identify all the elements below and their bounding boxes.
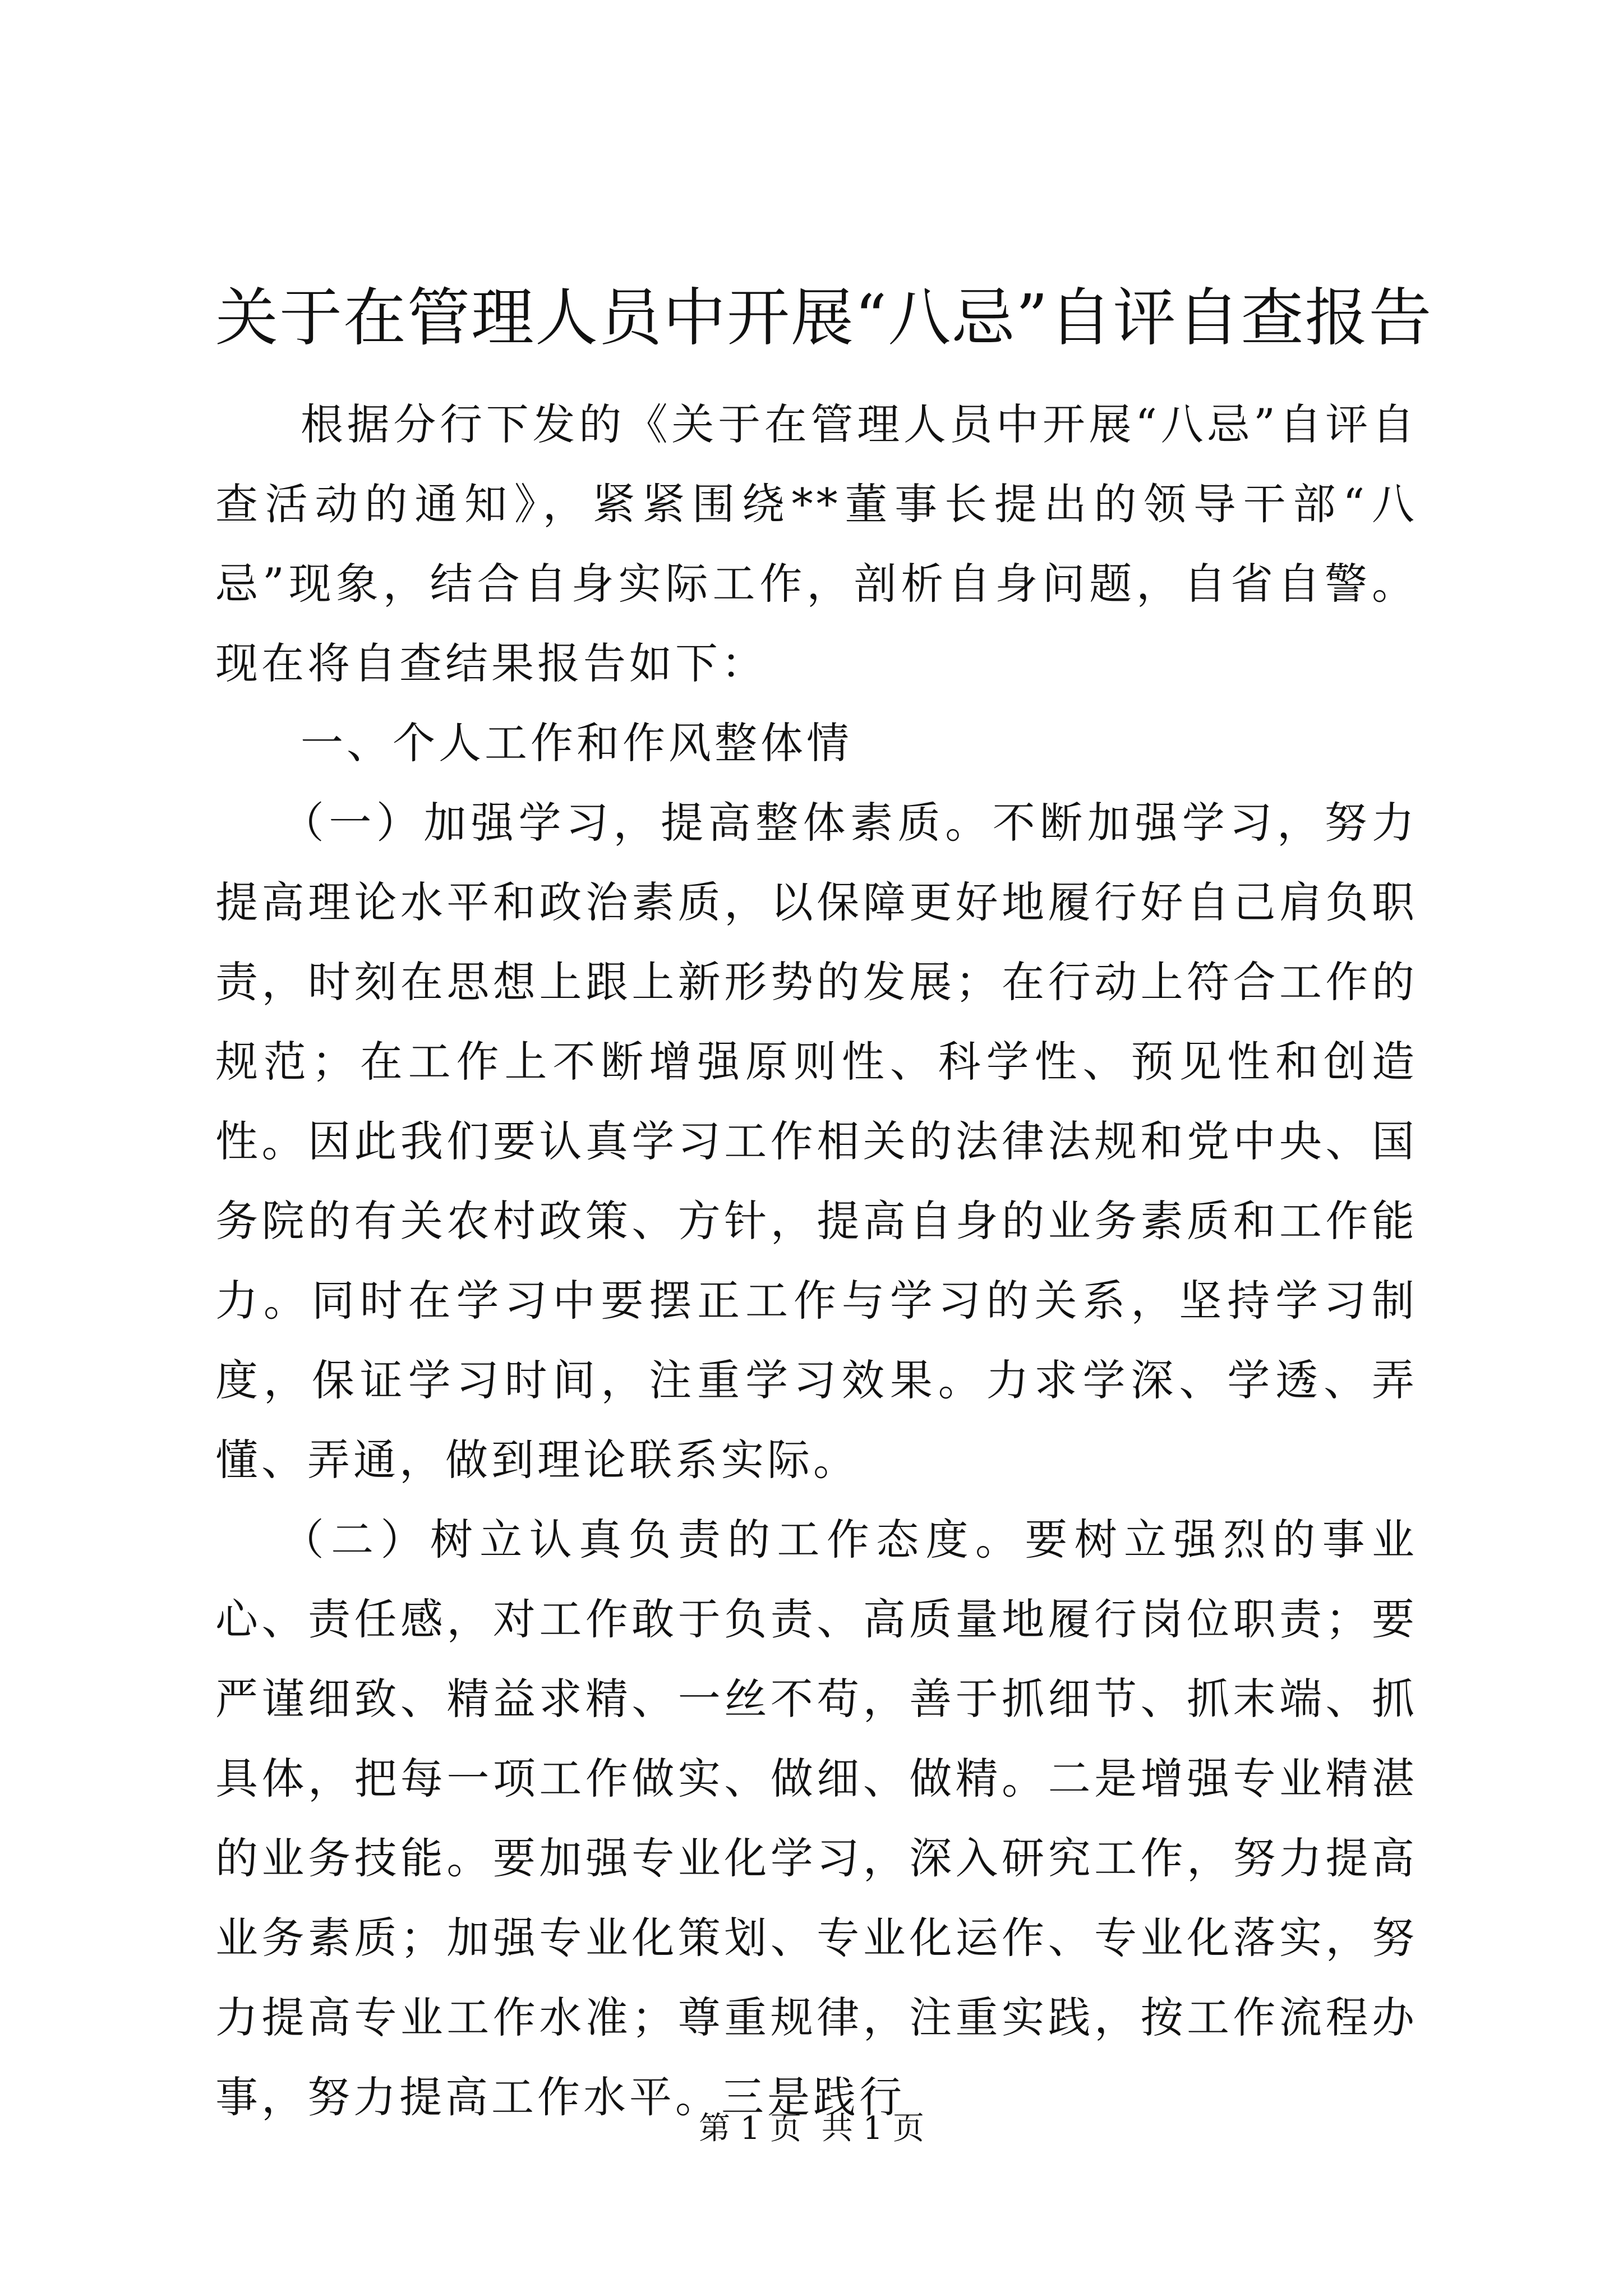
subsection-paragraph-1: （一）加强学习，提高整体素质。不断加强学习，努力提高理论水平和政治素质，以保障更好地履行好自己肩负职责，时刻在思想上跟上新形势的发展；在行动上符合工作的规范；在工作上不断增强原则性、科学性、预见性和创造性。因此我们要认真学习工作相关的法律法规和党中央、国务院的有关农村政策、方针，提高自身的业务素质和工作能力。同时在学习中要摆正工作与学习的关系，坚持学习制度，保证学习时间，注重学习效果。力求学深、学透、弄懂、弄通，做到理论联系实际。	[215, 798, 1418, 1485]
document-title: 关于在管理人员中开展“八忌”自评自查报告	[215, 282, 1433, 355]
intro-paragraph: 根据分行下发的《关于在管理人员中开展“八忌”自评自查活动的通知》，紧紧围绕**董事长提出的领导干部“八忌”现象，结合自身实际工作，剖析自身问题，自省自警。现在将自查结果报告如下：	[215, 399, 1418, 688]
document-body	[215, 385, 1418, 2137]
page-footer: 第 1 页 共 1 页	[698, 2110, 925, 2147]
section-heading-1: 一、个人工作和作风整体情	[301, 718, 852, 768]
subsection-paragraph-2: （二）树立认真负责的工作态度。要树立强烈的事业心、责任感，对工作敢于负责、高质量地履行岗位职责；要严谨细致、精益求精、一丝不苟，善于抓细节、抓末端、抓具体，把每一项工作做实、做细、做精。二是增强专业精湛的业务技能。要加强专业化学习，深入研究工作，努力提高业务素质；加强专业化策划、专业化运作、专业化落实，努力提高专业工作水准；尊重规律，注重实践，按工作流程办事，努力提高工作水平。三是践行	[215, 1515, 1418, 2122]
